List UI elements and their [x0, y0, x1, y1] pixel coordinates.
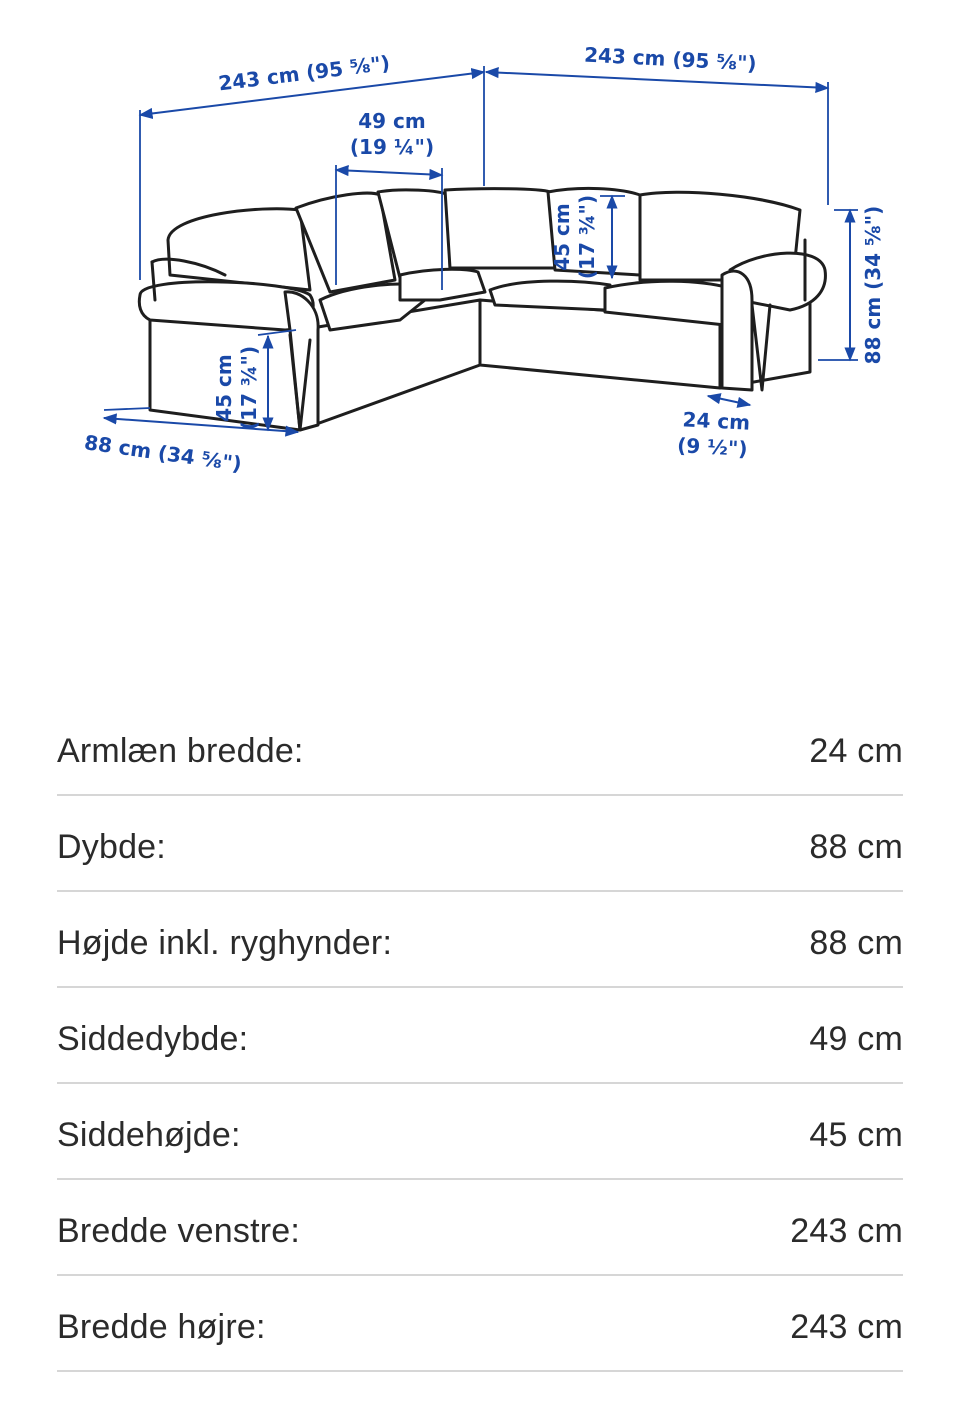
spec-value: 88 cm	[809, 827, 903, 866]
spec-label: Armlæn bredde:	[57, 731, 304, 770]
armrest-cm-label: 24 cm	[682, 407, 751, 435]
spec-value: 49 cm	[809, 1019, 903, 1058]
spec-label: Dybde:	[57, 827, 166, 866]
spec-row-width-left	[57, 1180, 903, 1276]
seat-height-right-in-label: (17 ¾")	[575, 194, 599, 280]
spec-value: 88 cm	[809, 923, 903, 962]
spec-label: Bredde højre:	[57, 1307, 266, 1346]
spec-row-width-right	[57, 1276, 903, 1372]
spec-label: Bredde venstre:	[57, 1211, 301, 1250]
spec-value: 24 cm	[809, 731, 903, 770]
depth-left-label: 88 cm (34 ⅝")	[82, 430, 244, 476]
spec-value: 243 cm	[790, 1211, 903, 1250]
spec-row-armrest-width	[57, 700, 903, 796]
spec-row-seat-depth	[57, 988, 903, 1084]
spec-label: Siddedybde:	[57, 1019, 249, 1058]
spec-value: 45 cm	[809, 1115, 903, 1154]
seat-depth-cm-label: 49 cm	[358, 109, 426, 133]
top-left-width-label: 243 cm (95 ⅝")	[217, 50, 392, 96]
seat-height-right-cm-label: 45 cm	[550, 203, 574, 271]
spec-value: 243 cm	[790, 1307, 903, 1346]
armrest-in-label: (9 ½")	[676, 433, 749, 461]
seat-depth-in-label: (19 ¼")	[349, 135, 435, 159]
spec-label: Siddehøjde:	[57, 1115, 241, 1154]
spec-row-depth	[57, 796, 903, 892]
dimension-spec-list	[57, 700, 903, 1372]
spec-row-height	[57, 892, 903, 988]
sofa-dimension-diagram	[0, 0, 960, 520]
spec-row-seat-height	[57, 1084, 903, 1180]
spec-label: Højde inkl. ryghynder:	[57, 923, 393, 962]
seat-height-left-cm-label: 45 cm	[212, 354, 236, 422]
height-right-label: 88 cm (34 ⅝")	[861, 205, 885, 365]
top-right-width-label: 243 cm (95 ⅝")	[583, 42, 758, 76]
seat-height-left-in-label: (17 ¾")	[237, 345, 261, 431]
